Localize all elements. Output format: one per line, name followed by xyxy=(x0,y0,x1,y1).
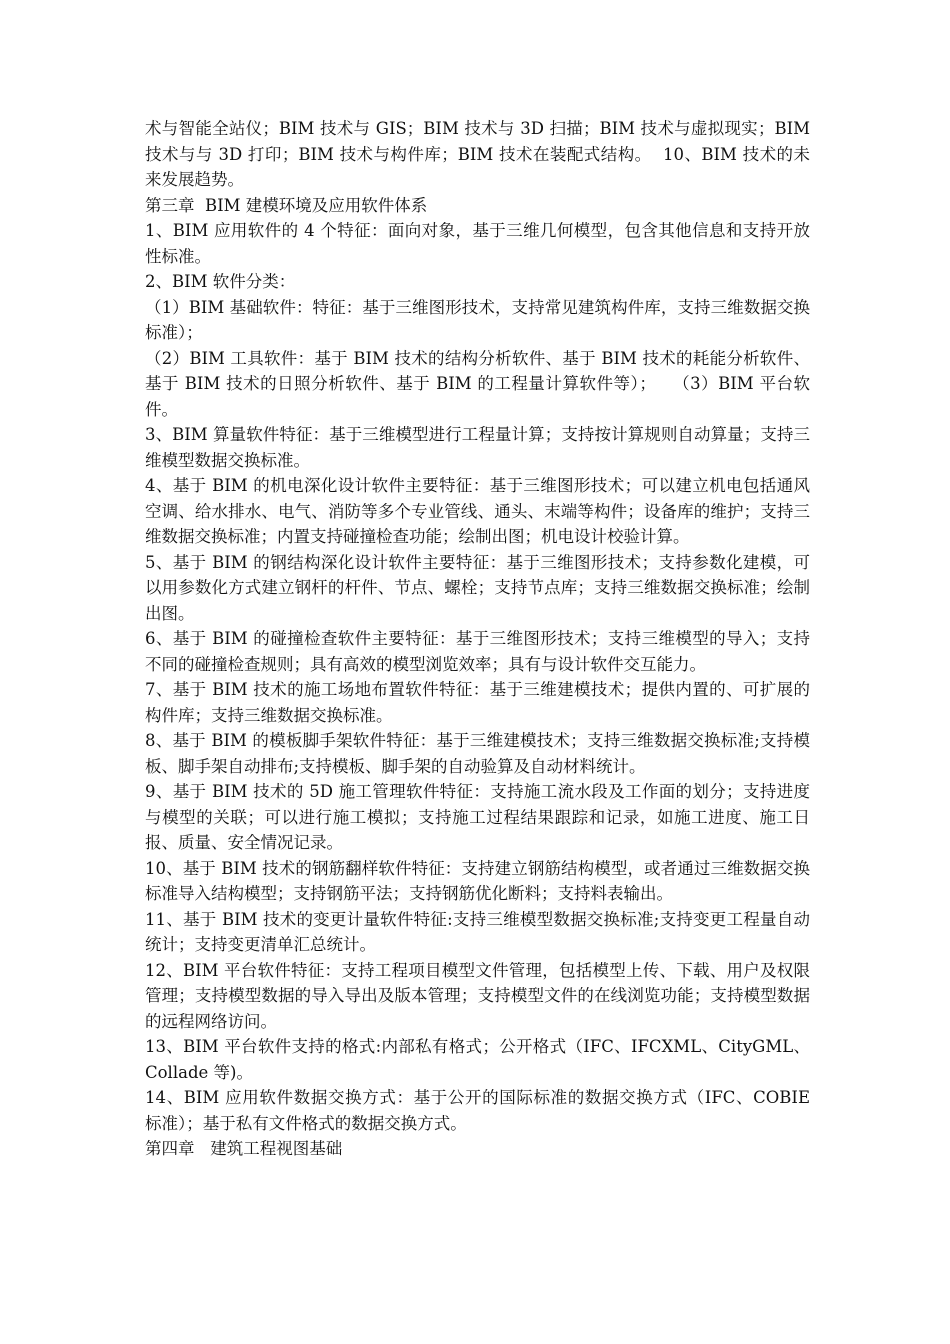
item-7: 7、基于 BIM 技术的施工场地布置软件特征：基于三维建模技术；提供内置的、可扩展的构件库；支持三维数据交换标准。 xyxy=(145,680,810,725)
item-13: 13、BIM 平台软件支持的格式:内部私有格式；公开格式（IFC、IFCXML、CityGML、Collade 等)。 xyxy=(145,1037,810,1082)
item-4: 4、基于 BIM 的机电深化设计软件主要特征：基于三维图形技术；可以建立机电包括通风空调、给水排水、电气、消防等多个专业管线、通头、末端等构件；设备库的维护；支持三维数据交换标准；内置支持碰撞检查功能；绘制出图；机电设计校验计算。 xyxy=(145,476,810,546)
item-9: 9、基于 BIM 技术的 5D 施工管理软件特征：支持施工流水段及工作面的划分；支持进度与模型的关联；可以进行施工模拟；支持施工过程结果跟踪和记录，如施工进度、施工日报、质量、安全情况记录。 xyxy=(145,782,810,852)
document-body xyxy=(145,116,816,1162)
item-11: 11、基于 BIM 技术的变更计量软件特征:支持三维模型数据交换标准;支持变更工程量自动统计；支持变更清单汇总统计。 xyxy=(145,909,810,954)
intro-continuation: 术与智能全站仪；BIM 技术与 GIS；BIM 技术与 3D 扫描；BIM 技术与虚拟现实；BIM 技术与与 3D 打印；BIM 技术与构件库；BIM 技术在装配式结构。 10、BIM 技术的未来发展趋势。 xyxy=(145,119,816,189)
item-2-2: （2）BIM 工具软件：基于 BIM 技术的结构分析软件、基于 BIM 技术的耗能分析软件、基于 BIM 技术的日照分析软件、基于 BIM 的工程量计算软件等）； （3）BIM 平台软件。 xyxy=(145,348,810,419)
item-10: 10、基于 BIM 技术的钢筋翻样软件特征：支持建立钢筋结构模型，或者通过三维数据交换标准导入结构模型；支持钢筋平法；支持钢筋优化断料；支持料表输出。 xyxy=(145,858,810,903)
item-3: 3、BIM 算量软件特征：基于三维模型进行工程量计算；支持按计算规则自动算量；支持三维模型数据交换标准。 xyxy=(145,425,810,470)
chapter-3-heading: 第三章 BIM 建模环境及应用软件体系 xyxy=(145,195,428,215)
item-12: 12、BIM 平台软件特征：支持工程项目模型文件管理，包括模型上传、下载、用户及权限管理；支持模型数据的导入导出及版本管理；支持模型文件的在线浏览功能；支持模型数据的远程网络访问。 xyxy=(145,960,810,1031)
item-1: 1、BIM 应用软件的 4 个特征：面向对象，基于三维几何模型，包含其他信息和支持开放性标准。 xyxy=(145,221,810,266)
item-2: 2、BIM 软件分类： xyxy=(145,272,296,291)
item-14: 14、BIM 应用软件数据交换方式：基于公开的国际标准的数据交换方式（IFC、COBIE 标准）；基于私有文件格式的数据交换方式。 xyxy=(145,1088,816,1133)
item-6: 6、基于 BIM 的碰撞检查软件主要特征：基于三维图形技术；支持三维模型的导入；支持不同的碰撞检查规则；具有高效的模型浏览效率；具有与设计软件交互能力。 xyxy=(145,629,810,674)
item-8: 8、基于 BIM 的模板脚手架软件特征：基于三维建模技术；支持三维数据交换标准;支持模板、脚手架自动排布;支持模板、脚手架的自动验算及自动材料统计。 xyxy=(145,731,810,776)
item-5: 5、基于 BIM 的钢结构深化设计软件主要特征：基于三维图形技术；支持参数化建模，可以用参数化方式建立钢杆的杆件、节点、螺栓；支持节点库；支持三维数据交换标准；绘制出图。 xyxy=(145,552,810,623)
chapter-4-heading: 第四章 建筑工程视图基础 xyxy=(145,1139,343,1158)
item-2-1: （1）BIM 基础软件：特征：基于三维图形技术，支持常见建筑构件库，支持三维数据交换标准）； xyxy=(145,297,810,342)
